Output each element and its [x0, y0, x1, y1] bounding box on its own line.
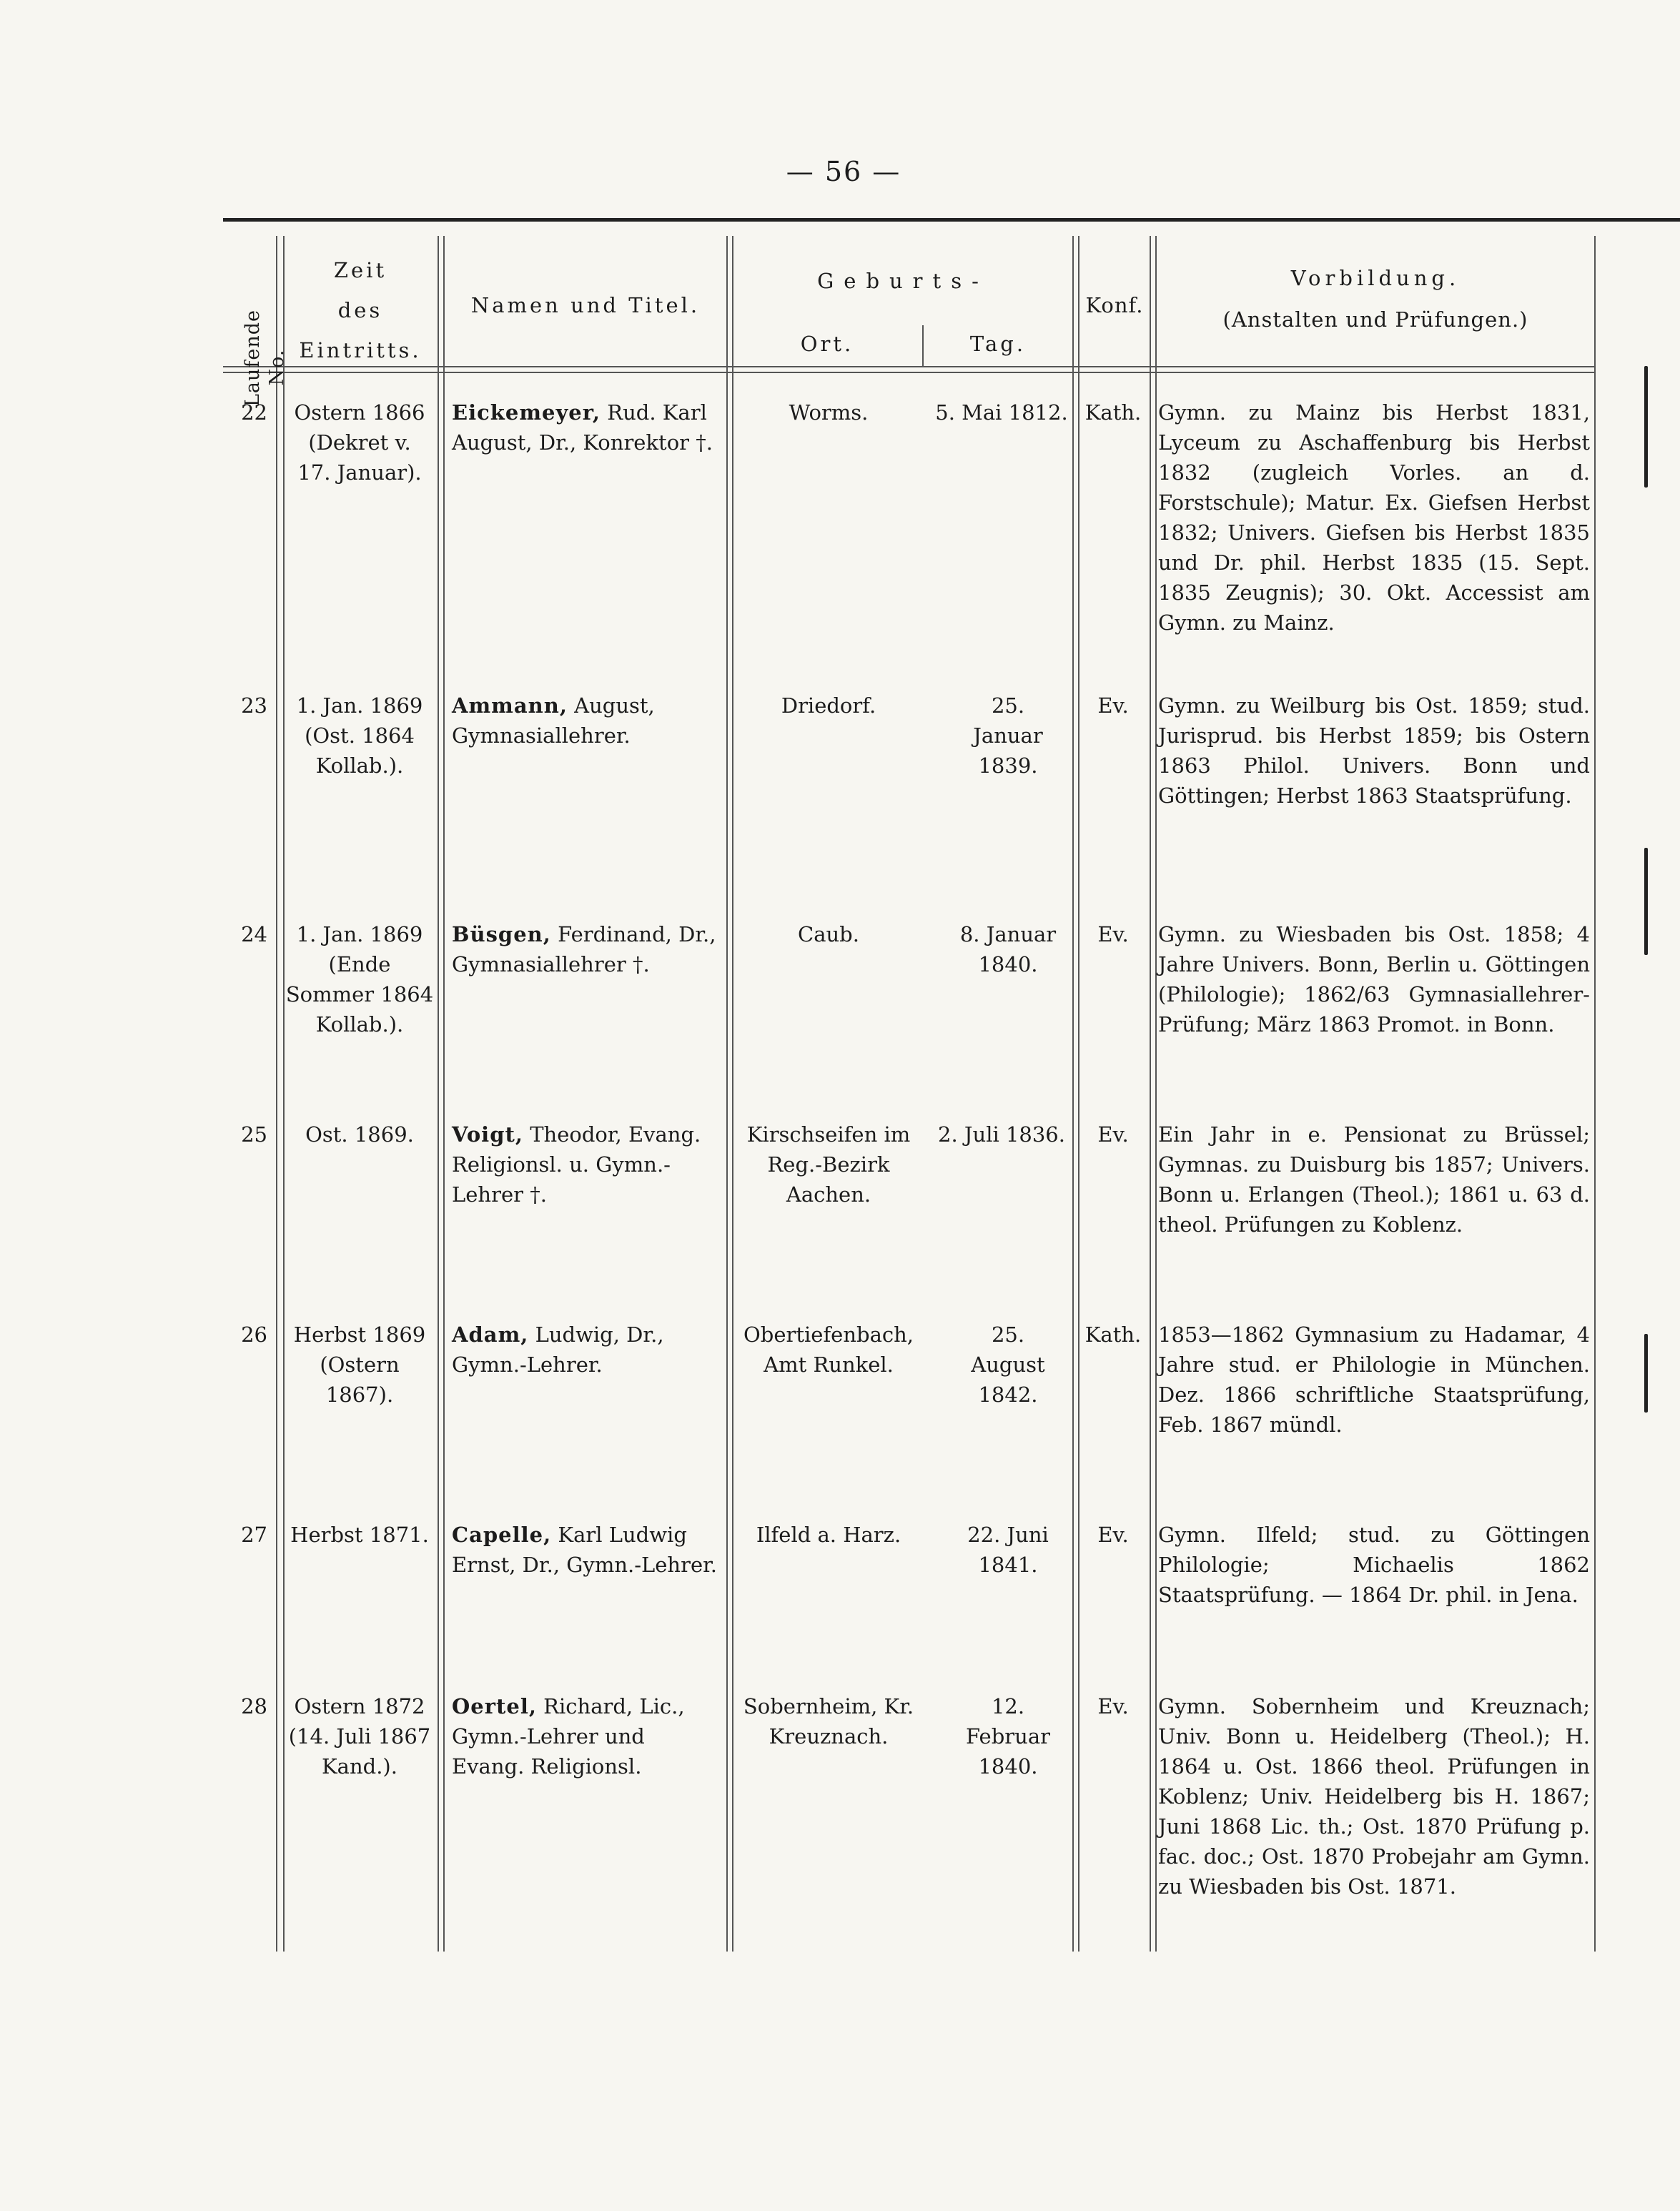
row-name: Eickemeyer, Rud. Karl August, Dr., Konrektor †. [452, 400, 713, 455]
column-rule [1150, 236, 1151, 1952]
row-tag: 12. Februar 1840. [966, 1694, 1050, 1779]
column-rule [1155, 236, 1157, 1952]
header-ort: Ort. [800, 332, 854, 356]
row-tag: 5. Mai 1812. [935, 400, 1068, 425]
row-vorbildung: Gymn. zu Weilburg bis Ost. 1859; stud. Jurisprud. bis Herbst 1859; bis Ostern 1863 Philol. Univers. Bonn und Göttingen; Herbst 1863 Staatsprüfung. [1158, 693, 1590, 808]
row-name: Büsgen, Ferdinand, Dr., Gymnasiallehrer †. [452, 922, 716, 976]
row-number: 26 [241, 1322, 267, 1347]
row-ort: Worms. [789, 400, 869, 425]
row-ort: Kirschseifen im Reg.-Bezirk Aachen. [746, 1122, 911, 1207]
binding-mark [1644, 1334, 1648, 1413]
page-number: — 56 — [786, 156, 901, 187]
row-zeit: 1. Jan. 1869 (Ende Sommer 1864 Kollab.). [285, 922, 434, 1037]
row-zeit: Ostern 1872 (14. Juli 1867 Kand.). [288, 1694, 431, 1779]
row-konf: Ev. [1097, 693, 1129, 718]
row-zeit: Herbst 1869 (Ostern 1867). [293, 1322, 426, 1407]
row-ort: Driedorf. [781, 693, 876, 718]
column-rule [1072, 236, 1074, 1952]
column-rule [726, 236, 728, 1952]
row-konf: Ev. [1097, 1523, 1129, 1547]
column-rule [438, 236, 439, 1952]
row-konf: Ev. [1097, 1694, 1129, 1718]
row-vorbildung: Gymn. Ilfeld; stud. zu Göttingen Philologie; Michaelis 1862 Staatsprüfung. — 1864 Dr. phil. in Jena. [1158, 1523, 1590, 1607]
row-name: Ammann, August, Gymnasiallehrer. [452, 693, 655, 748]
row-number: 23 [241, 693, 267, 718]
row-vorbildung: Gymn. Sobernheim und Kreuznach; Univ. Bonn u. Heidelberg (Theol.); H. 1864 u. Ost. 1866 theol. Prüfungen in Koblenz; Univ. Heidelberg bis H. 1867; Juni 1868 Lic. th.; Ost. 1870 Prüfung p. fac. doc.; Ost. 1870 Probejahr am Gymn. zu Wiesbaden bis Ost. 1871. [1158, 1694, 1590, 1899]
row-konf: Kath. [1084, 1322, 1142, 1347]
row-tag: 2. Juli 1836. [938, 1122, 1065, 1147]
column-rule [732, 236, 733, 1952]
column-rule [276, 236, 277, 1952]
row-tag: 22. Juni 1841. [967, 1523, 1049, 1577]
row-konf: Ev. [1097, 922, 1129, 946]
header-vorbildung-sub: (Anstalten und Prüfungen.) [1222, 307, 1528, 332]
header-namen: Namen und Titel. [470, 293, 701, 317]
row-number: 25 [241, 1122, 267, 1147]
header-zeit: Zeit des Eintritts. [299, 258, 422, 362]
row-number: 22 [241, 400, 267, 425]
top-rule [223, 218, 1680, 222]
row-ort: Ilfeld a. Harz. [756, 1523, 901, 1547]
row-name: Oertel, Richard, Lic., Gymn.-Lehrer und Evang. Religionsl. [452, 1694, 685, 1779]
row-vorbildung: 1853—1862 Gymnasium zu Hadamar, 4 Jahre stud. er Philologie in München. Dez. 1866 schriftliche Staatsprüfung, Feb. 1867 mündl. [1158, 1322, 1590, 1437]
row-name: Capelle, Karl Ludwig Ernst, Dr., Gymn.-Lehrer. [452, 1523, 718, 1577]
header-laufende-no: Laufende No. [242, 309, 288, 407]
row-konf: Ev. [1097, 1122, 1129, 1147]
header-tag: Tag. [969, 332, 1027, 356]
row-ort: Obertiefenbach, Amt Runkel. [743, 1322, 914, 1377]
header-vorbildung: Vorbildung. [1290, 266, 1461, 290]
row-number: 24 [241, 922, 267, 946]
row-vorbildung: Ein Jahr in e. Pensionat zu Brüssel; Gymnas. zu Duisburg bis 1857; Univers. Bonn u. Erlangen (Theol.); 1861 u. 63 d. theol. Prüfungen zu Koblenz. [1158, 1122, 1590, 1237]
row-zeit: Ostern 1866 (Dekret v. 17. Januar). [294, 400, 425, 485]
row-surname: Ammann, [452, 693, 568, 718]
binding-mark [1644, 848, 1648, 955]
row-surname: Capelle, [452, 1523, 552, 1547]
row-name: Adam, Ludwig, Dr., Gymn.-Lehrer. [452, 1322, 664, 1377]
row-surname: Büsgen, [452, 922, 551, 946]
row-tag: 25. Januar 1839. [973, 693, 1043, 778]
header-geburts: Geburts- [817, 269, 989, 293]
row-number: 28 [241, 1694, 267, 1718]
column-rule [1594, 236, 1596, 1952]
binding-mark [1644, 366, 1648, 488]
row-surname: Eickemeyer, [452, 400, 601, 425]
row-name: Voigt, Theodor, Evang. Religionsl. u. Gymn.-Lehrer †. [452, 1122, 701, 1207]
row-ort: Caub. [798, 922, 859, 946]
column-rule [443, 236, 445, 1952]
header-konf: Konf. [1085, 293, 1144, 317]
row-surname: Voigt, [452, 1122, 523, 1147]
row-tag: 25. August 1842. [971, 1322, 1045, 1407]
row-number: 27 [241, 1523, 267, 1547]
row-surname: Oertel, [452, 1694, 537, 1718]
row-tag: 8. Januar 1840. [959, 922, 1057, 976]
row-vorbildung: Gymn. zu Wiesbaden bis Ost. 1858; 4 Jahre Univers. Bonn, Berlin u. Göttingen (Philologie); 1862/63 Gymnasiallehrer-Prüfung; März 1863 Promot. in Bonn. [1158, 922, 1590, 1037]
row-surname: Adam, [452, 1322, 529, 1347]
header-rule [223, 372, 1596, 373]
row-zeit: Ost. 1869. [305, 1122, 414, 1147]
row-konf: Kath. [1084, 400, 1142, 425]
row-zeit: Herbst 1871. [290, 1523, 429, 1547]
row-ort: Sobernheim, Kr. Kreuznach. [743, 1694, 914, 1748]
row-zeit: 1. Jan. 1869 (Ost. 1864 Kollab.). [296, 693, 423, 778]
row-vorbildung: Gymn. zu Mainz bis Herbst 1831, Lyceum zu Aschaffenburg bis Herbst 1832 (zugleich Vorles. an d. Forstschule); Matur. Ex. Giefsen Herbst 1832; Univers. Giefsen bis Herbst 1835 und Dr. phil. Herbst 1835 (15. Sept. 1835 Zeugnis); 30. Okt. Accessist am Gymn. zu Mainz. [1158, 400, 1590, 635]
